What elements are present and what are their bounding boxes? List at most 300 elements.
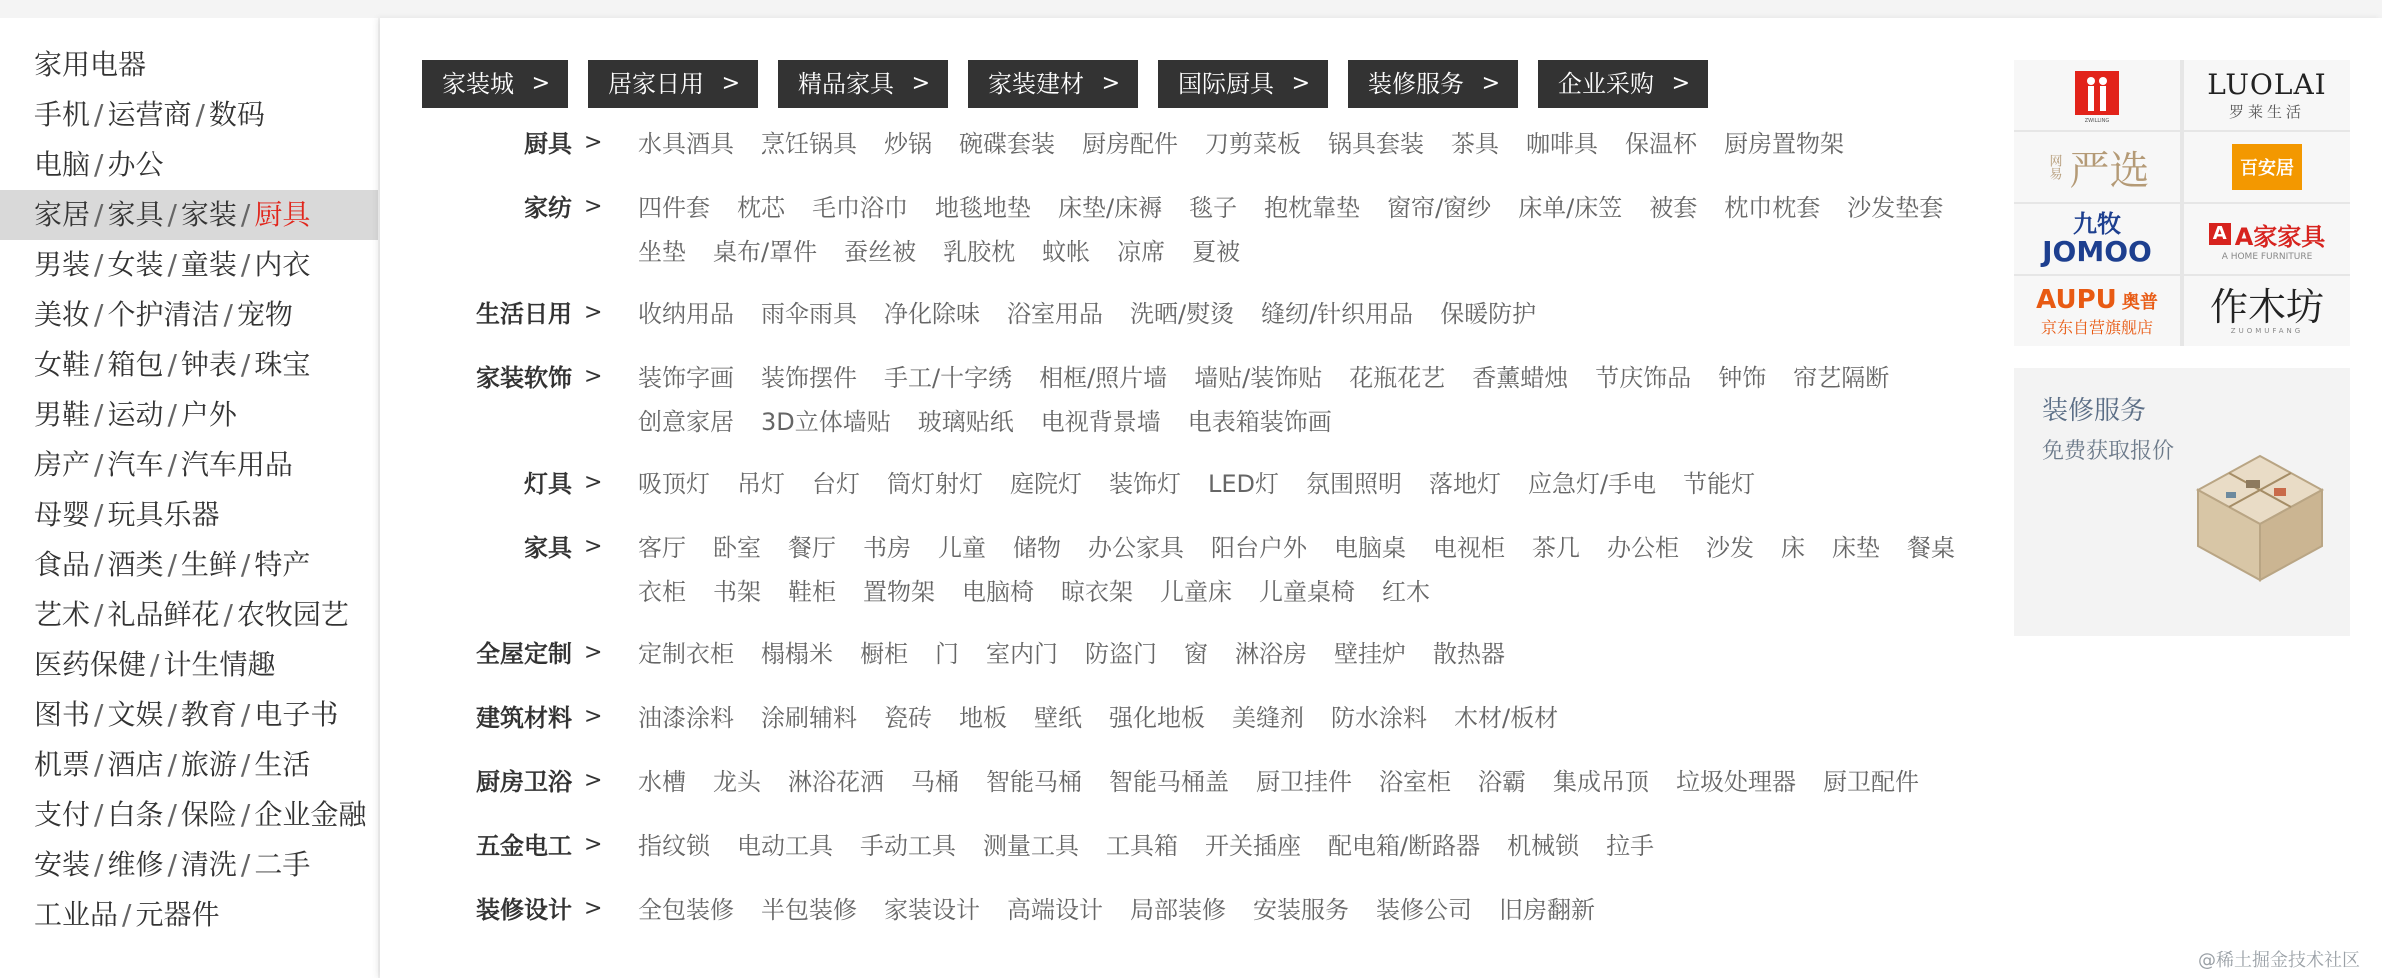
tab-label: 居家日用 bbox=[608, 70, 704, 98]
subcategory-link[interactable]: 筒灯射灯 bbox=[887, 470, 983, 498]
subcategory-link[interactable]: 电动工具 bbox=[737, 832, 833, 860]
subcategory-link[interactable]: 厨房配件 bbox=[1082, 130, 1178, 158]
subcategory-link[interactable]: 油漆涂料 bbox=[638, 704, 734, 732]
brand-aupu-sub: 京东自营旗舰店 bbox=[2040, 317, 2153, 337]
subcategory-link[interactable]: 茶几 bbox=[1532, 534, 1580, 562]
subcategory-link[interactable]: 应急灯/手电 bbox=[1528, 470, 1657, 498]
subcategory-link[interactable]: 钟饰 bbox=[1718, 364, 1767, 392]
subcategory-link[interactable]: 窗帘/窗纱 bbox=[1387, 194, 1492, 222]
subcategory-link[interactable]: 拉手 bbox=[1606, 832, 1655, 860]
sidebar-item-label[interactable]: 保险 bbox=[180, 798, 237, 831]
category-title[interactable]: 装修设计 bbox=[476, 896, 572, 924]
category-items-line bbox=[638, 824, 2018, 868]
sidebar-item-label[interactable]: 工业品 bbox=[34, 898, 119, 931]
subcategory-link[interactable]: 电脑椅 bbox=[962, 578, 1034, 606]
sidebar-item-label[interactable]: 珠宝 bbox=[254, 348, 311, 381]
subcategory-link[interactable]: 定制衣柜 bbox=[638, 640, 734, 668]
category-title[interactable]: 灯具 bbox=[524, 470, 572, 498]
subcategory-link[interactable]: 智能马桶盖 bbox=[1109, 768, 1229, 796]
subcategory-link[interactable]: 手工/十字绣 bbox=[884, 364, 1013, 392]
brand-aupu-logo[interactable] bbox=[2014, 276, 2180, 346]
sidebar-item-label[interactable]: 家用电器 bbox=[34, 48, 147, 81]
sidebar-item-label[interactable]: 农牧园艺 bbox=[236, 598, 349, 631]
subcategory-link[interactable]: 节庆饰品 bbox=[1595, 364, 1692, 392]
sidebar-separator: / bbox=[240, 348, 251, 381]
chevron-right-icon: > bbox=[584, 768, 603, 793]
category-title[interactable]: 家具 bbox=[524, 534, 572, 562]
subcategory-link[interactable]: 坐垫 bbox=[638, 238, 686, 266]
chevron-right-icon: > bbox=[584, 640, 603, 665]
sidebar-item-label[interactable]: 酒类 bbox=[107, 548, 164, 581]
subcategory-link[interactable]: 咖啡具 bbox=[1526, 130, 1598, 158]
sidebar-item-2[interactable] bbox=[0, 140, 378, 190]
sidebar-item-label[interactable]: 维修 bbox=[107, 848, 164, 881]
sidebar-item-label[interactable]: 箱包 bbox=[107, 348, 164, 381]
subcategory-link[interactable]: 储物 bbox=[1013, 534, 1061, 562]
sidebar-item-label[interactable]: 汽车 bbox=[107, 448, 164, 481]
sidebar-item-label[interactable]: 电脑 bbox=[34, 148, 91, 181]
subcategory-link[interactable]: 瓷砖 bbox=[884, 704, 932, 732]
brand-logo-grid bbox=[2014, 60, 2350, 346]
chevron-right-icon: > bbox=[584, 704, 603, 729]
subcategory-link[interactable]: 创意家居 bbox=[638, 408, 734, 436]
tab-1[interactable] bbox=[588, 60, 758, 108]
sidebar-separator: / bbox=[94, 298, 104, 331]
subcategory-link[interactable]: 置物架 bbox=[863, 578, 935, 606]
sidebar-item-label[interactable]: 文娱 bbox=[107, 698, 164, 731]
chevron-right-icon: > bbox=[584, 832, 603, 857]
subcategory-link[interactable]: 龙头 bbox=[713, 768, 761, 796]
brand-ajiajiaju-name: A家家具 bbox=[2234, 222, 2326, 251]
subcategory-link[interactable]: 四件套 bbox=[638, 194, 710, 222]
subcategory-link[interactable]: 装修公司 bbox=[1376, 896, 1472, 924]
subcategory-link[interactable]: 墙贴/装饰贴 bbox=[1194, 364, 1323, 392]
brand-aupu-cn: 奥普 bbox=[2121, 291, 2158, 313]
subcategory-link[interactable]: 相框/照片墙 bbox=[1039, 364, 1168, 392]
sidebar-item-label[interactable]: 机票 bbox=[34, 748, 91, 781]
brand-luolai-logo[interactable] bbox=[2184, 60, 2350, 130]
subcategory-link[interactable]: 办公柜 bbox=[1607, 534, 1679, 562]
sidebar-item-label[interactable]: 生活 bbox=[254, 748, 311, 781]
subcategory-link[interactable]: 碗碟套装 bbox=[959, 130, 1055, 158]
sidebar-item-label[interactable]: 安装 bbox=[34, 848, 91, 881]
category-items-line bbox=[638, 760, 2018, 804]
category-items-line bbox=[638, 462, 2018, 506]
sidebar-item-8[interactable] bbox=[0, 440, 378, 490]
subcategory-link[interactable]: 电视柜 bbox=[1433, 534, 1505, 562]
brand-jomoo-logo[interactable] bbox=[2014, 204, 2180, 274]
subcategory-link[interactable]: 装饰灯 bbox=[1109, 470, 1181, 498]
subcategory-link[interactable]: 书架 bbox=[713, 578, 761, 606]
sidebar-separator: / bbox=[240, 548, 251, 581]
sidebar-item-label[interactable]: 男鞋 bbox=[34, 398, 91, 431]
subcategory-link[interactable]: 浴室用品 bbox=[1007, 300, 1103, 328]
sidebar-item-label[interactable]: 宠物 bbox=[236, 298, 293, 331]
subcategory-link[interactable]: 马桶 bbox=[911, 768, 959, 796]
watermark-text: @稀土掘金技术社区 bbox=[2198, 950, 2360, 971]
sidebar-item-label[interactable]: 美妆 bbox=[34, 298, 91, 331]
category-title[interactable]: 厨具 bbox=[524, 130, 572, 158]
sidebar-item-label[interactable]: 数码 bbox=[208, 98, 265, 131]
brand-ajiajiaju-logo[interactable] bbox=[2184, 204, 2350, 274]
subcategory-link[interactable]: 阳台户外 bbox=[1211, 534, 1307, 562]
sidebar-separator: / bbox=[94, 448, 104, 481]
subcategory-link[interactable]: 半包装修 bbox=[761, 896, 857, 924]
sidebar-separator: / bbox=[94, 348, 104, 381]
sidebar-item-label[interactable]: 清洗 bbox=[180, 848, 237, 881]
subcategory-link[interactable]: 花瓶花艺 bbox=[1349, 364, 1446, 392]
subcategory-link[interactable]: 厨卫挂件 bbox=[1256, 768, 1352, 796]
subcategory-link[interactable]: 夏被 bbox=[1192, 238, 1241, 266]
subcategory-link[interactable]: 缝纫/针织用品 bbox=[1261, 300, 1414, 328]
chevron-right-icon: > bbox=[1291, 71, 1310, 96]
tab-6[interactable] bbox=[1538, 60, 1708, 108]
subcategory-link[interactable]: 配电箱/断路器 bbox=[1328, 832, 1481, 860]
subcategory-link[interactable]: 吸顶灯 bbox=[638, 470, 710, 498]
subcategory-link[interactable]: 台灯 bbox=[812, 470, 860, 498]
sidebar-item-label[interactable]: 女装 bbox=[107, 248, 164, 281]
subcategory-link[interactable]: 净化除味 bbox=[884, 300, 980, 328]
subcategory-link[interactable]: 装饰字画 bbox=[638, 364, 734, 392]
sidebar-item-12[interactable] bbox=[0, 640, 378, 690]
sidebar-item-label[interactable]: 汽车用品 bbox=[180, 448, 293, 481]
sidebar-item-label[interactable]: 童装 bbox=[180, 248, 237, 281]
category-items bbox=[638, 696, 2018, 740]
sidebar-item-label[interactable]: 元器件 bbox=[135, 898, 220, 931]
subcategory-link[interactable]: 衣柜 bbox=[638, 578, 686, 606]
brand-baianju-logo[interactable] bbox=[2184, 132, 2350, 202]
subcategory-link[interactable]: 抱枕靠垫 bbox=[1264, 194, 1361, 222]
sidebar-item-6[interactable] bbox=[0, 340, 378, 390]
subcategory-link[interactable]: 书房 bbox=[863, 534, 911, 562]
sidebar-item-label[interactable]: 户外 bbox=[180, 398, 237, 431]
subcategory-link[interactable]: 枕芯 bbox=[737, 194, 785, 222]
sidebar-item-label[interactable]: 图书 bbox=[34, 698, 91, 731]
sidebar-item-11[interactable] bbox=[0, 590, 378, 640]
subcategory-link[interactable]: 儿童 bbox=[938, 534, 986, 562]
category-title[interactable]: 家纺 bbox=[524, 194, 572, 222]
sidebar-item-label[interactable]: 家居 bbox=[34, 198, 91, 231]
sidebar-item-label[interactable]: 内衣 bbox=[254, 248, 311, 281]
subcategory-link[interactable]: 集成吊顶 bbox=[1553, 768, 1649, 796]
subcategory-link[interactable]: 落地灯 bbox=[1429, 470, 1502, 498]
sidebar-separator: / bbox=[167, 248, 177, 281]
subcategory-link[interactable]: 蚕丝被 bbox=[844, 238, 917, 266]
subcategory-link[interactable]: 橱柜 bbox=[860, 640, 908, 668]
sidebar-item-13[interactable] bbox=[0, 690, 378, 740]
subcategory-link[interactable]: 蚊帐 bbox=[1042, 238, 1091, 266]
subcategory-link[interactable]: 乳胶枕 bbox=[943, 238, 1016, 266]
chevron-right-icon: > bbox=[584, 896, 603, 921]
subcategory-link[interactable]: 家装设计 bbox=[884, 896, 980, 924]
house-floorplan-icon bbox=[2190, 448, 2330, 588]
subcategory-link[interactable]: 保温杯 bbox=[1625, 130, 1697, 158]
chevron-right-icon: > bbox=[911, 71, 930, 96]
subcategory-link[interactable]: 水具酒具 bbox=[638, 130, 734, 158]
subcategory-link[interactable]: 厨房置物架 bbox=[1724, 130, 1844, 158]
brand-zuomufang-en: ZUOMUFANG bbox=[2230, 327, 2304, 335]
tab-5[interactable] bbox=[1348, 60, 1518, 108]
subcategory-link[interactable]: 防水涂料 bbox=[1331, 704, 1427, 732]
subcategory-link[interactable]: 帘艺隔断 bbox=[1793, 364, 1890, 392]
sidebar-item-label[interactable]: 钟表 bbox=[180, 348, 237, 381]
subcategory-link[interactable]: 鞋柜 bbox=[788, 578, 836, 606]
subcategory-link[interactable]: LED灯 bbox=[1208, 470, 1280, 498]
sidebar-item-4[interactable] bbox=[0, 240, 378, 290]
sidebar-separator: / bbox=[167, 748, 177, 781]
subcategory-link[interactable]: 沙发垫套 bbox=[1847, 194, 1944, 222]
brand-zuomufang-logo[interactable] bbox=[2184, 276, 2350, 346]
sidebar-item-label[interactable]: 酒店 bbox=[107, 748, 164, 781]
brand-yanxuan-prefix: 网易 bbox=[2046, 154, 2062, 180]
tab-label: 国际厨具 bbox=[1178, 70, 1274, 98]
tab-label: 装修服务 bbox=[1368, 70, 1464, 98]
sidebar-item-1[interactable] bbox=[0, 90, 378, 140]
subcategory-link[interactable]: 防盗门 bbox=[1085, 640, 1157, 668]
sidebar-item-label[interactable]: 男装 bbox=[34, 248, 91, 281]
subcategory-link[interactable]: 桌布/罩件 bbox=[713, 238, 818, 266]
sidebar-item-label[interactable]: 家装 bbox=[180, 198, 237, 231]
promo-title: 装修服务 bbox=[2042, 396, 2147, 426]
subcategory-link[interactable]: 垃圾处理器 bbox=[1676, 768, 1796, 796]
subcategory-link[interactable]: 晾衣架 bbox=[1061, 578, 1133, 606]
subcategory-link[interactable]: 3D立体墙贴 bbox=[761, 408, 891, 436]
subcategory-link[interactable]: 办公家具 bbox=[1088, 534, 1184, 562]
chevron-right-icon: > bbox=[531, 71, 550, 96]
sidebar-item-label[interactable]: 母婴 bbox=[34, 498, 91, 531]
subcategory-link[interactable]: 烹饪锅具 bbox=[761, 130, 857, 158]
sidebar-item-label[interactable]: 厨具 bbox=[254, 198, 311, 231]
category-items-line bbox=[638, 230, 2018, 274]
sidebar-item-label[interactable]: 生鲜 bbox=[180, 548, 237, 581]
subcategory-link[interactable]: 装饰摆件 bbox=[761, 364, 857, 392]
sidebar-item-label[interactable]: 手机 bbox=[34, 98, 91, 131]
sidebar-item-3[interactable] bbox=[0, 190, 378, 240]
sidebar-separator: / bbox=[240, 798, 251, 831]
subcategory-link[interactable]: 室内门 bbox=[986, 640, 1058, 668]
sidebar-separator: / bbox=[94, 848, 104, 881]
tab-0[interactable] bbox=[422, 60, 568, 108]
sidebar-item-label[interactable]: 教育 bbox=[180, 698, 237, 731]
subcategory-link[interactable]: 壁挂炉 bbox=[1334, 640, 1406, 668]
subcategory-link[interactable]: 木材/板材 bbox=[1454, 704, 1559, 732]
subcategory-link[interactable]: 餐桌 bbox=[1907, 534, 1955, 562]
sidebar-separator: / bbox=[94, 398, 104, 431]
subcategory-link[interactable]: 厨卫配件 bbox=[1823, 768, 1919, 796]
subcategory-link[interactable]: 收纳用品 bbox=[638, 300, 734, 328]
sidebar-separator: / bbox=[167, 848, 177, 881]
subcategory-link[interactable]: 香薰蜡烛 bbox=[1472, 364, 1569, 392]
sidebar-item-15[interactable] bbox=[0, 790, 378, 840]
subcategory-link[interactable]: 凉席 bbox=[1117, 238, 1166, 266]
category-items bbox=[638, 122, 2018, 166]
category-title[interactable]: 家装软饰 bbox=[476, 364, 572, 392]
sidebar-separator: / bbox=[94, 698, 104, 731]
sidebar-item-label[interactable]: 特产 bbox=[254, 548, 311, 581]
subcategory-link[interactable]: 地毯地垫 bbox=[935, 194, 1031, 222]
category-title[interactable]: 厨房卫浴 bbox=[476, 768, 572, 796]
subcategory-link[interactable]: 客厅 bbox=[638, 534, 686, 562]
sidebar-item-label[interactable]: 礼品鲜花 bbox=[107, 598, 220, 631]
subcategory-link[interactable]: 毛巾浴巾 bbox=[812, 194, 908, 222]
subcategory-link[interactable]: 锅具套装 bbox=[1328, 130, 1424, 158]
subcategory-link[interactable]: 开关插座 bbox=[1205, 832, 1301, 860]
sidebar-item-label[interactable]: 个护清洁 bbox=[107, 298, 220, 331]
subcategory-link[interactable]: 门 bbox=[935, 640, 959, 668]
tab-4[interactable] bbox=[1158, 60, 1328, 108]
subcategory-link[interactable]: 电表箱装饰画 bbox=[1187, 408, 1332, 436]
renovation-service-promo[interactable] bbox=[2014, 368, 2350, 636]
sidebar-separator: / bbox=[150, 648, 160, 681]
subcategory-link[interactable]: 床垫/床褥 bbox=[1058, 194, 1163, 222]
subcategory-link[interactable]: 炒锅 bbox=[884, 130, 932, 158]
category-items-line bbox=[638, 186, 2018, 230]
subcategory-link[interactable]: 安装服务 bbox=[1253, 896, 1349, 924]
subcategory-link[interactable]: 水槽 bbox=[638, 768, 686, 796]
subcategory-link[interactable]: 美缝剂 bbox=[1232, 704, 1304, 732]
category-title[interactable]: 五金电工 bbox=[476, 832, 572, 860]
subcategory-link[interactable]: 保暖防护 bbox=[1440, 300, 1537, 328]
sidebar-item-label[interactable]: 支付 bbox=[34, 798, 91, 831]
subcategory-link[interactable]: 餐厅 bbox=[788, 534, 836, 562]
sidebar-item-label[interactable]: 医药保健 bbox=[34, 648, 147, 681]
subcategory-link[interactable]: 床 bbox=[1781, 534, 1805, 562]
sidebar-item-5[interactable] bbox=[0, 290, 378, 340]
sidebar-separator: / bbox=[94, 98, 104, 131]
subcategory-link[interactable]: 茶具 bbox=[1451, 130, 1499, 158]
subcategory-link[interactable]: 涂刷辅料 bbox=[761, 704, 857, 732]
category-items bbox=[638, 632, 2018, 676]
category-items bbox=[638, 292, 2018, 336]
subcategory-link[interactable]: 淋浴花洒 bbox=[788, 768, 884, 796]
category-items-line bbox=[638, 400, 2018, 444]
sidebar-separator: / bbox=[240, 748, 251, 781]
subcategory-link[interactable]: 洗晒/熨烫 bbox=[1130, 300, 1235, 328]
subcategory-link[interactable]: 机械锁 bbox=[1507, 832, 1580, 860]
sidebar-separator: / bbox=[240, 198, 251, 231]
subcategory-link[interactable]: 壁纸 bbox=[1034, 704, 1082, 732]
sidebar-item-label[interactable]: 电子书 bbox=[254, 698, 339, 731]
sidebar-item-label[interactable]: 二手 bbox=[254, 848, 311, 881]
sidebar-separator: / bbox=[122, 898, 132, 931]
sidebar-separator: / bbox=[94, 198, 104, 231]
category-title[interactable]: 全屋定制 bbox=[476, 640, 572, 668]
sidebar-item-16[interactable] bbox=[0, 840, 378, 890]
tab-2[interactable] bbox=[778, 60, 948, 108]
chevron-right-icon: > bbox=[584, 470, 603, 495]
sidebar-item-label[interactable]: 家具 bbox=[107, 198, 164, 231]
subcategory-link[interactable]: 氛围照明 bbox=[1306, 470, 1403, 498]
sidebar-item-label[interactable]: 计生情趣 bbox=[163, 648, 276, 681]
subcategory-link[interactable]: 红木 bbox=[1382, 578, 1430, 606]
sidebar-item-label[interactable]: 办公 bbox=[107, 148, 164, 181]
subcategory-link[interactable]: 刀剪菜板 bbox=[1205, 130, 1301, 158]
subcategory-link[interactable]: 儿童床 bbox=[1160, 578, 1232, 606]
sidebar-separator: / bbox=[167, 398, 177, 431]
sidebar-item-label[interactable]: 房产 bbox=[34, 448, 91, 481]
subcategory-link[interactable]: 儿童桌椅 bbox=[1259, 578, 1355, 606]
sidebar-item-label[interactable]: 旅游 bbox=[180, 748, 237, 781]
category-items bbox=[638, 462, 2018, 506]
sidebar-item-0[interactable] bbox=[0, 40, 378, 90]
sidebar-item-label[interactable]: 玩具乐器 bbox=[107, 498, 220, 531]
subcategory-link[interactable]: 床垫 bbox=[1832, 534, 1880, 562]
subcategory-link[interactable]: 节能灯 bbox=[1683, 470, 1756, 498]
subcategory-link[interactable]: 高端设计 bbox=[1007, 896, 1103, 924]
sidebar-item-label[interactable]: 艺术 bbox=[34, 598, 91, 631]
subcategory-link[interactable]: 吊灯 bbox=[737, 470, 785, 498]
chevron-right-icon: > bbox=[1481, 71, 1500, 96]
sidebar-item-9[interactable] bbox=[0, 490, 378, 540]
subcategory-link[interactable]: 榻榻米 bbox=[761, 640, 833, 668]
sidebar-item-label[interactable]: 白条 bbox=[107, 798, 164, 831]
subcategory-link[interactable]: 智能马桶 bbox=[986, 768, 1082, 796]
chevron-right-icon: > bbox=[1101, 71, 1120, 96]
sidebar-separator: / bbox=[167, 548, 177, 581]
subcategory-link[interactable]: 手动工具 bbox=[860, 832, 956, 860]
sidebar-item-label[interactable]: 食品 bbox=[34, 548, 91, 581]
subcategory-link[interactable]: 地板 bbox=[959, 704, 1007, 732]
subcategory-link[interactable]: 雨伞雨具 bbox=[761, 300, 857, 328]
subcategory-link[interactable]: 局部装修 bbox=[1130, 896, 1226, 924]
subcategory-link[interactable]: 窗 bbox=[1184, 640, 1208, 668]
sidebar-item-label[interactable]: 运营商 bbox=[107, 98, 192, 131]
brand-luolai-name: LUOLAI bbox=[2207, 67, 2327, 101]
tab-label: 家装城 bbox=[442, 70, 514, 98]
subcategory-link[interactable]: 淋浴房 bbox=[1235, 640, 1307, 668]
subcategory-link[interactable]: 庭院灯 bbox=[1010, 470, 1082, 498]
subcategory-link[interactable]: 浴霸 bbox=[1478, 768, 1526, 796]
sidebar-item-10[interactable] bbox=[0, 540, 378, 590]
sidebar-separator: / bbox=[195, 98, 205, 131]
tab-3[interactable] bbox=[968, 60, 1138, 108]
subcategory-link[interactable]: 散热器 bbox=[1433, 640, 1505, 668]
subcategory-link[interactable]: 被套 bbox=[1649, 194, 1698, 222]
subcategory-link[interactable]: 指纹锁 bbox=[638, 832, 710, 860]
sidebar-item-label[interactable]: 企业金融 bbox=[254, 798, 367, 831]
brand-jomoo-en: JOMOO bbox=[2042, 235, 2152, 268]
subcategory-link[interactable]: 电脑桌 bbox=[1334, 534, 1406, 562]
category-title[interactable]: 生活日用 bbox=[476, 300, 572, 328]
subcategory-link[interactable]: 床单/床笠 bbox=[1518, 194, 1623, 222]
subcategory-link[interactable]: 电视背景墙 bbox=[1040, 408, 1161, 436]
category-title[interactable]: 建筑材料 bbox=[476, 704, 572, 732]
category-items-line bbox=[638, 888, 2018, 932]
subcategory-link[interactable]: 工具箱 bbox=[1106, 832, 1178, 860]
sidebar-item-14[interactable] bbox=[0, 740, 378, 790]
sidebar-item-label[interactable]: 女鞋 bbox=[34, 348, 91, 381]
brand-zwilling-logo[interactable] bbox=[2014, 60, 2180, 130]
subcategory-link[interactable]: 枕巾枕套 bbox=[1724, 194, 1821, 222]
subcategory-link[interactable]: 浴室柜 bbox=[1379, 768, 1451, 796]
subcategory-link[interactable]: 测量工具 bbox=[983, 832, 1079, 860]
sidebar-separator: / bbox=[167, 698, 177, 731]
tab-label: 企业采购 bbox=[1558, 70, 1654, 98]
subcategory-link[interactable]: 全包装修 bbox=[638, 896, 734, 924]
sidebar-item-label[interactable]: 运动 bbox=[107, 398, 164, 431]
sidebar-item-17[interactable] bbox=[0, 890, 378, 940]
subcategory-link[interactable]: 玻璃贴纸 bbox=[917, 408, 1014, 436]
brand-ajiajiaju-mark-icon: A bbox=[2209, 223, 2231, 245]
subcategory-link[interactable]: 强化地板 bbox=[1109, 704, 1205, 732]
sidebar-item-7[interactable] bbox=[0, 390, 378, 440]
subcategory-link[interactable]: 卧室 bbox=[713, 534, 761, 562]
brand-aupu-en: AUPU bbox=[2036, 284, 2117, 315]
subcategory-link[interactable]: 旧房翻新 bbox=[1499, 896, 1595, 924]
subcategory-link[interactable]: 沙发 bbox=[1706, 534, 1754, 562]
brand-yanxuan-logo[interactable] bbox=[2014, 132, 2180, 202]
subcategory-link[interactable]: 毯子 bbox=[1189, 194, 1238, 222]
